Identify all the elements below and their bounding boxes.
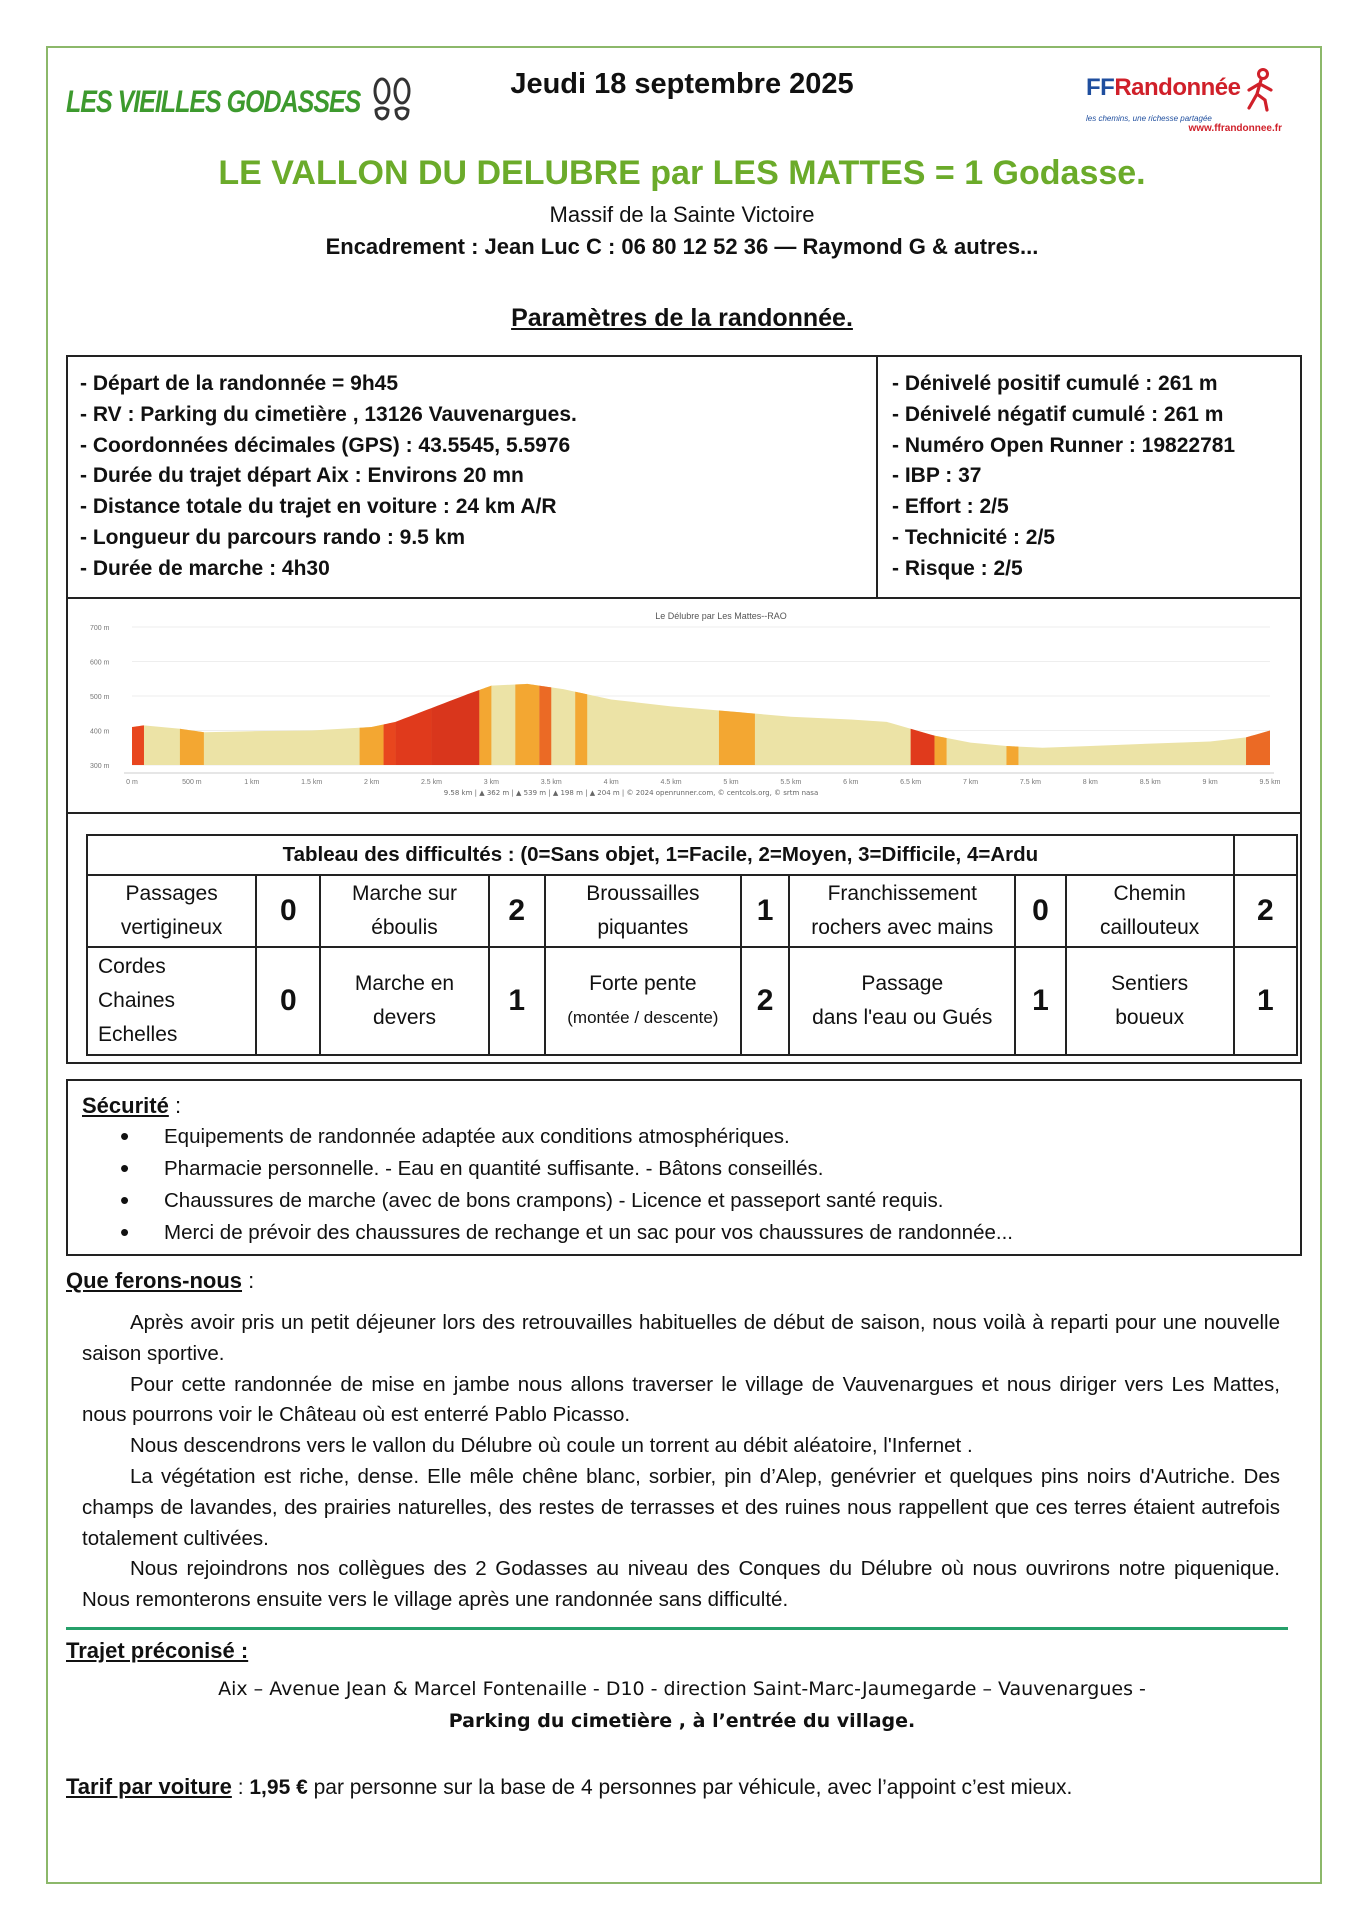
param-depart: - Départ de la randonnée = 9h45 [80,372,399,395]
difficulty-label-chemin: Chemin caillouteux [1066,875,1234,947]
chart-y-tick-label: 700 m [90,625,110,632]
chart-x-tick-label: 2 km [363,779,380,786]
param-ibp: - IBP : 37 [892,464,982,488]
security-item: • Merci de prévoir des chaussures de rechange et un sac pour vos chaussures de randonnée... [120,1217,1300,1249]
chart-slope-segment [935,736,947,765]
chart-slope-segment [1006,746,1018,765]
params-heading: Paramètres de la randonnée. [511,304,853,332]
security-box [66,1079,1302,1256]
club-name: LES VIEILLES GODASSES [66,83,361,119]
chart-slope-segment [1246,731,1270,766]
chart-x-tick-label: 6.5 km [900,779,922,786]
difficulty-value-broussailles: 1 [741,875,789,947]
chart-x-tick-label: 3.5 km [540,779,562,786]
trajet-heading: Trajet préconisé : [66,1638,249,1663]
chart-y-tick-label: 500 m [90,694,110,701]
chart-slope-segment [575,692,587,765]
difficulty-value-forte-pente: 2 [741,947,789,1055]
hike-subtitle: Massif de la Sainte Victoire [549,202,815,227]
chart-x-tick-label: 9 km [1202,779,1218,786]
trajet-route: Aix – Avenue Jean & Marcel Fontenaille - D10 - direction Saint-Marc-Jaumegarde – Vauvenargues - [218,1678,1146,1700]
param-effort: - Effort : 2/5 [892,495,1009,519]
security-heading: Sécurité : [82,1093,182,1118]
chart-slope-segment [719,710,755,765]
tarif-line: Tarif par voiture : 1,95 € par personne sur la base de 4 personnes par véhicule, avec l’appoint c’est mieux. [66,1774,1073,1799]
param-longueur: - Longueur du parcours rando : 9.5 km [80,525,466,549]
difficulty-label-sentiers: Sentiers boueux [1066,947,1234,1055]
ffrandonnee-tagline: les chemins, une richesse partagée [1086,114,1212,123]
chart-slope-segment [384,722,396,765]
chart-x-tick-label: 4.5 km [660,779,682,786]
difficulty-header-empty-cell [1234,835,1297,875]
chart-x-tick-label: 1 km [244,779,260,786]
chart-slope-segment [360,724,384,765]
param-technicite: - Technicité : 2/5 [892,525,1055,549]
story-paragraph: Nous rejoindrons nos collègues des 2 Godasses au niveau des Conques du Délubre où nous ouvrirons notre piquenique. Nous remonterons ensuite vers le village après une randonnée sans difficulté. [82,1557,1280,1612]
chart-slope-segment [479,686,491,765]
chart-slope-segment [396,708,432,765]
params-left-column [68,357,878,597]
difficulty-section [66,814,1302,1064]
chart-x-tick-label: 8.5 km [1139,779,1161,786]
story-paragraph: Après avoir pris un petit déjeuner lors des retrouvailles habituelles de début de saison, nous voilà à reparti pour une nouvelle saison sportive. [82,1311,1280,1365]
chart-slope-segment [180,729,204,765]
ffrandonnee-url: www.ffrandonnee.fr [1188,123,1282,134]
trajet-destination: Parking du cimetière , à l’entrée du village. [448,1710,916,1732]
chart-slope-segment [539,686,551,765]
elevation-profile-box [66,597,1302,814]
chart-slope-segment [132,725,144,765]
chart-x-tick-label: 500 m [182,779,202,786]
difficulty-label-devers: Marche en devers [320,947,488,1055]
chart-footer: 9.58 km | ▲ 362 m | ▲ 539 m | ▲ 198 m | ▲ 204 m | © 2024 openrunner.com, © centcols.org, © srtm nasa [443,789,819,797]
chart-y-tick-label: 600 m [90,659,110,667]
que-ferons-heading: Que ferons-nous : [66,1268,255,1293]
chart-y-tick-label: 400 m [90,728,110,736]
section-divider [66,1627,1288,1630]
difficulty-label-broussailles: Broussailles piquantes [545,875,741,947]
chart-title: Le Délubre par Les Mattes--RAO [655,611,787,621]
ffrandonnee-logo [1086,74,1296,144]
hike-title: LE VALLON DU DELUBRE par LES MATTES = 1 Godasse. [218,154,1146,192]
difficulty-value-passages: 0 [256,875,320,947]
chart-x-tick-label: 3 km [483,779,499,786]
chart-slope-segment [515,684,539,765]
chart-x-tick-label: 0 m [126,779,138,786]
difficulty-label-passages: Passages vertigineux [87,875,256,947]
chart-x-tick-label: 5 km [723,779,739,786]
chart-slope-segment [431,690,479,765]
security-item: • Pharmacie personnelle. - Eau en quantité suffisante. - Bâtons conseillés. [120,1153,1300,1185]
story-paragraph: Nous descendrons vers le vallon du Délubre où coule un torrent au débit aléatoire, l'Infernet . [130,1434,973,1458]
security-list [120,1121,1300,1249]
param-open-runner: - Numéro Open Runner : 19822781 [892,433,1236,457]
param-risque: - Risque : 2/5 [892,556,1023,580]
difficulty-label-forte-pente: Forte pente (montée / descente) [545,947,741,1055]
chart-x-tick-label: 2.5 km [420,779,442,786]
hiker-icon [1243,68,1277,112]
params-right-column [878,357,1300,597]
difficulty-value-chemin: 2 [1234,875,1297,947]
difficulty-value-sentiers: 1 [1234,947,1297,1055]
staff-line: Encadrement : Jean Luc C : 06 80 12 52 36 — Raymond G & autres... [325,234,1039,259]
chart-x-tick-label: 1.5 km [301,779,323,786]
difficulty-value-cordes: 0 [256,947,320,1055]
chart-x-tick-label: 7 km [962,779,979,786]
param-rv: - RV : Parking du cimetière , 13126 Vauvenargues. [80,402,577,426]
security-item: • Chaussures de marche (avec de bons crampons) - Licence et passeport santé requis. [120,1185,1300,1217]
difficulty-table [86,834,1298,1056]
chart-x-tick-label: 4 km [603,779,619,786]
difficulty-label-passage-eau: Passage dans l'eau ou Gués [789,947,1015,1055]
param-denivele-negatif: - Dénivelé négatif cumulé : 261 m [892,402,1224,426]
chart-x-tick-label: 9.5 km [1259,779,1281,786]
chart-y-tick-label: 300 m [90,763,110,770]
difficulty-value-passage-eau: 1 [1015,947,1065,1055]
chart-x-tick-label: 5.5 km [780,779,802,786]
difficulty-label-franchissement: Franchissement rochers avec mains [789,875,1015,947]
story-paragraph: Pour cette randonnée de mise en jambe nous allons traverser le village de Vauvenargues et nous diriger vers Les Mattes, nous pourrons voir le Château où est enterré Pablo Picasso. [82,1372,1280,1427]
difficulty-label-eboulis: Marche sur éboulis [320,875,488,947]
chart-x-tick-label: 7.5 km [1019,779,1041,786]
difficulty-header: Tableau des difficultés : (0=Sans objet, 1=Facile, 2=Moyen, 3=Difficile, 4=Ardu [87,835,1234,875]
difficulty-label-cordes: Cordes Chaines Echelles [87,947,256,1055]
event-date: Jeudi 18 septembre 2025 [510,68,854,100]
chart-x-tick-label: 6 km [843,779,859,786]
param-duree-marche: - Durée de marche : 4h30 [80,556,330,580]
params-box [66,355,1302,599]
chart-x-tick-label: 8 km [1082,779,1098,786]
difficulty-value-eboulis: 2 [489,875,545,947]
param-duree-trajet: - Durée du trajet départ Aix : Environs 20 mn [80,464,524,488]
difficulty-value-franchissement: 0 [1015,875,1065,947]
chart-slope-segment [911,729,935,765]
param-denivele-positif: - Dénivelé positif cumulé : 261 m [892,372,1218,395]
que-ferons-text [82,1308,1280,1616]
param-gps: - Coordonnées décimales (GPS) : 43.5545, 5.5976 [80,433,571,457]
ffrandonnee-wordmark: FFRandonnée [1086,74,1241,101]
difficulty-value-devers: 1 [489,947,545,1055]
security-item: • Equipements de randonnée adaptée aux conditions atmosphériques. [120,1121,1300,1153]
param-distance-voiture: - Distance totale du trajet en voiture : 24 km A/R [80,495,557,519]
story-paragraph: La végétation est riche, dense. Elle mêle chêne blanc, sorbier, pin d’Alep, genévrier et quelques pins noirs d'Autriche. Des champs de lavandes, des prairies naturelles, des restes de terrasses et des ruines nous rappellent que ces terres étaient autrefois totalement cultivées. [82,1464,1280,1550]
elevation-profile-chart [70,605,1300,810]
